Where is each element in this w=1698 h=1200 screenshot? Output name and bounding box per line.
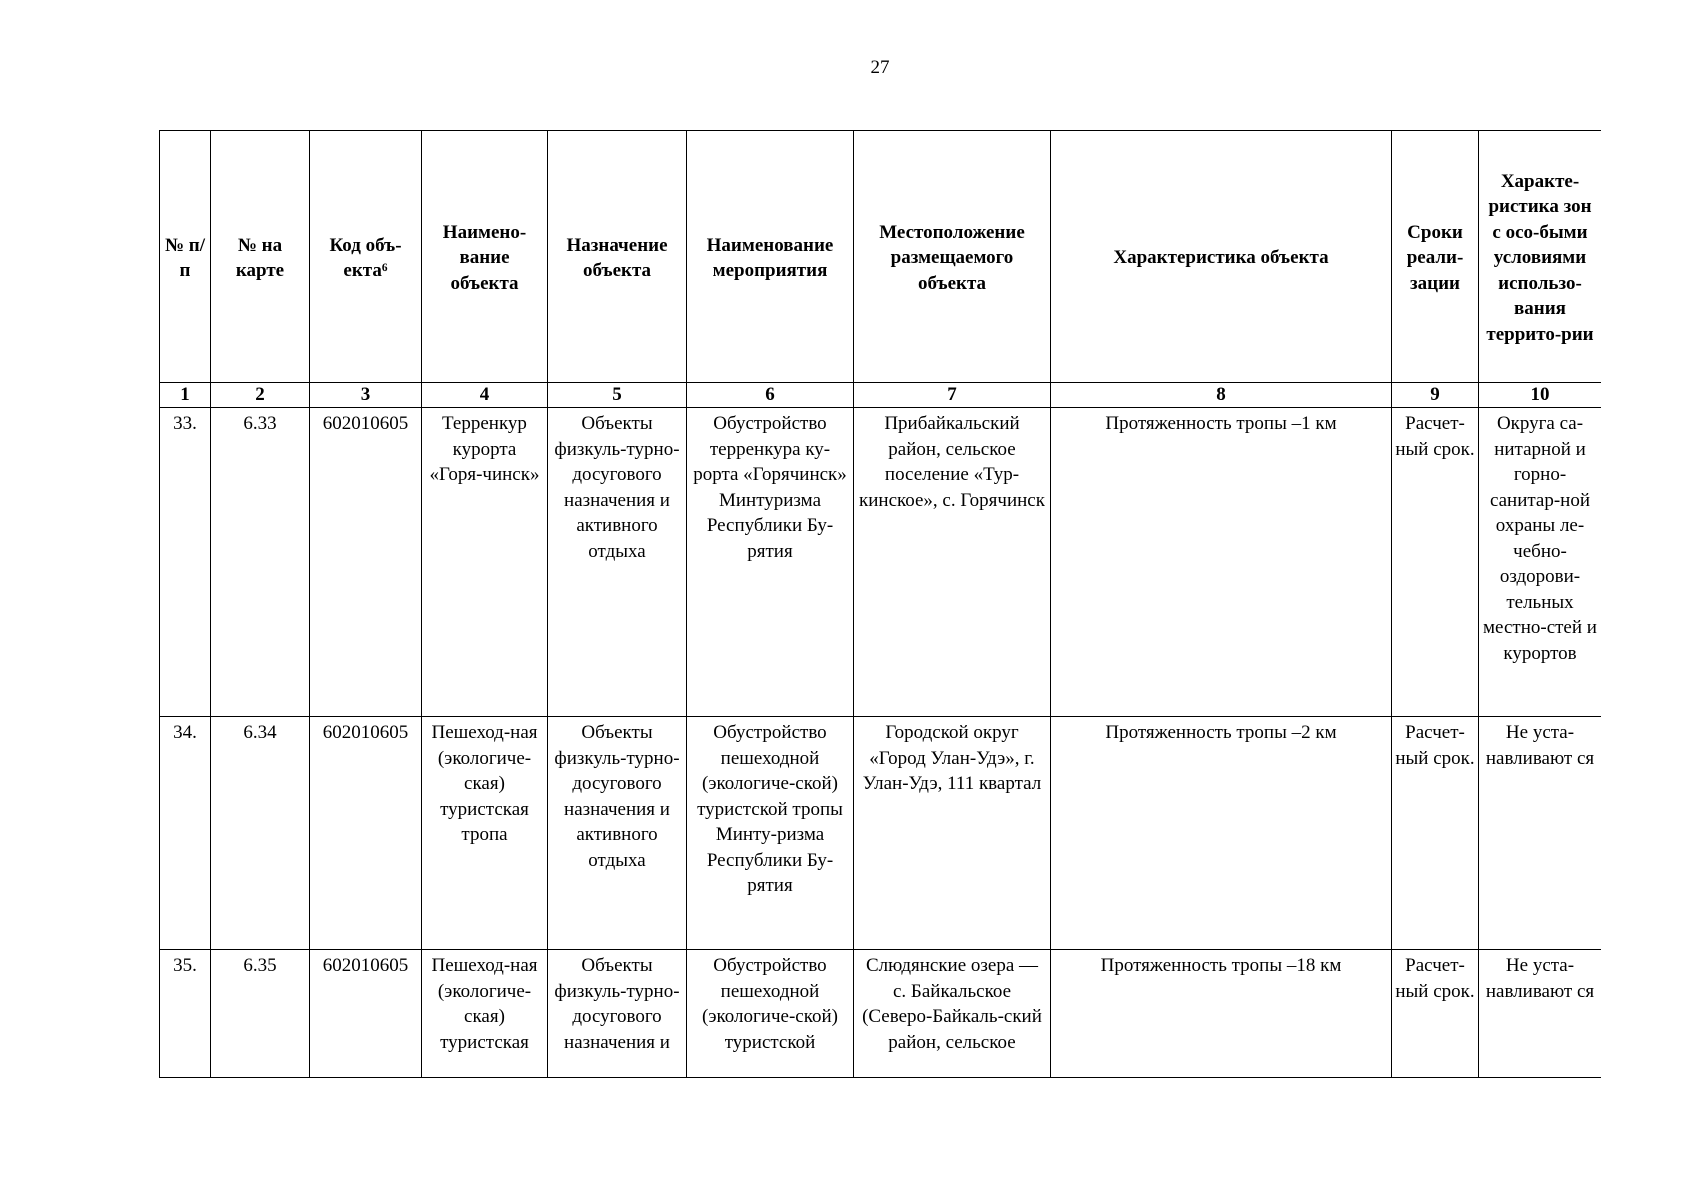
header-cell: Характе-ристика зон с осо-быми условиями использо-вания террито-рии: [1479, 131, 1602, 383]
implementation-term: [1392, 950, 1479, 1078]
implementation-term: Расчет-ный срок.: [1392, 408, 1479, 717]
object-location: [854, 950, 1051, 1078]
object-purpose: [548, 950, 687, 1078]
implementation-term: Расчет-ный срок.: [1392, 717, 1479, 950]
object-characteristic: Протяженность тропы –2 км: [1051, 717, 1392, 950]
row-number-text: 35.: [173, 955, 197, 976]
object-location-text: Слюдянские озера — с. Байкальское (Северо-Байкаль-ский район, сельское: [862, 955, 1042, 1053]
event-name: [687, 950, 854, 1078]
row-number: 34.: [160, 717, 211, 950]
object-name: [422, 950, 548, 1078]
objects-table-container: [159, 130, 1601, 1086]
column-number: 6: [687, 383, 854, 408]
map-number: [211, 950, 310, 1078]
row-number: 33.: [160, 408, 211, 717]
object-code: 602010605: [310, 408, 422, 717]
column-number: 9: [1392, 383, 1479, 408]
object-characteristic-text: Протяженность тропы –18 км: [1100, 955, 1342, 976]
object-location: Прибайкальский район, сельское поселение «Тур-кинское», с. Горячинск: [854, 408, 1051, 717]
header-cell: Характеристика объекта: [1051, 131, 1392, 383]
row-number: [160, 950, 211, 1078]
column-number: 7: [854, 383, 1051, 408]
object-purpose: Объекты физкуль-турно-досугового назначения и активного отдыха: [548, 408, 687, 717]
object-purpose-text: Объекты физкуль-турно-досугового назначения и: [554, 955, 680, 1053]
table-row: [160, 950, 1602, 1078]
column-number: 4: [422, 383, 548, 408]
column-number: 2: [211, 383, 310, 408]
object-code-text: 602010605: [322, 955, 409, 976]
object-code: [310, 950, 422, 1078]
header-cell: Наимено-вание объекта: [422, 131, 548, 383]
object-location: Городской округ «Город Улан-Удэ», г. Улан-Удэ, 111 квартал: [854, 717, 1051, 950]
column-number: 8: [1051, 383, 1392, 408]
zone-characteristic-text: Не уста-навливают ся: [1485, 955, 1595, 1002]
header-cell: Назначение объекта: [548, 131, 687, 383]
header-cell: Сроки реали-зации: [1392, 131, 1479, 383]
map-number: 6.34: [211, 717, 310, 950]
object-name: Терренкур курорта «Горя-чинск»: [422, 408, 548, 717]
table-row: [160, 408, 1602, 717]
event-name: Обустройство терренкура ку-рорта «Горячинск» Минтуризма Республики Бу-рятия: [687, 408, 854, 717]
implementation-term-text: Расчет-ный срок.: [1395, 955, 1475, 1002]
zone-characteristic: Округа са-нитарной и горно-санитар-ной охраны ле-чебно-оздорови-тельных местно-стей и курортов: [1479, 408, 1602, 717]
object-characteristic: [1051, 950, 1392, 1078]
header-cell: Код объ-екта⁶: [310, 131, 422, 383]
header-cell: Местоположение размещаемого объекта: [854, 131, 1051, 383]
column-number: 3: [310, 383, 422, 408]
event-name: Обустройство пешеходной (экологиче-ской) туристской тропы Минту-ризма Республики Бу-рятия: [687, 717, 854, 950]
header-row: [160, 131, 1602, 383]
objects-table: [159, 130, 1601, 1078]
column-number-row: [160, 383, 1602, 408]
event-name-text: Обустройство пешеходной (экологиче-ской) туристской: [702, 955, 838, 1053]
header-cell: Наименование мероприятия: [687, 131, 854, 383]
object-name-text: Пешеход-ная (экологиче-ская) туристская: [431, 955, 538, 1053]
zone-characteristic: Не уста-навливают ся: [1479, 717, 1602, 950]
zone-characteristic: [1479, 950, 1602, 1078]
header-cell: № на карте: [211, 131, 310, 383]
map-number: 6.33: [211, 408, 310, 717]
map-number-text: 6.35: [243, 955, 277, 976]
column-number: 1: [160, 383, 211, 408]
object-purpose: Объекты физкуль-турно-досугового назначения и активного отдыха: [548, 717, 687, 950]
table-row: [160, 717, 1602, 950]
object-code: 602010605: [310, 717, 422, 950]
column-number: 10: [1479, 383, 1602, 408]
column-number: 5: [548, 383, 687, 408]
object-name: Пешеход-ная (экологиче-ская) туристская тропа: [422, 717, 548, 950]
object-characteristic: Протяженность тропы –1 км: [1051, 408, 1392, 717]
header-cell: № п/п: [160, 131, 211, 383]
page-number: 27: [870, 57, 890, 78]
